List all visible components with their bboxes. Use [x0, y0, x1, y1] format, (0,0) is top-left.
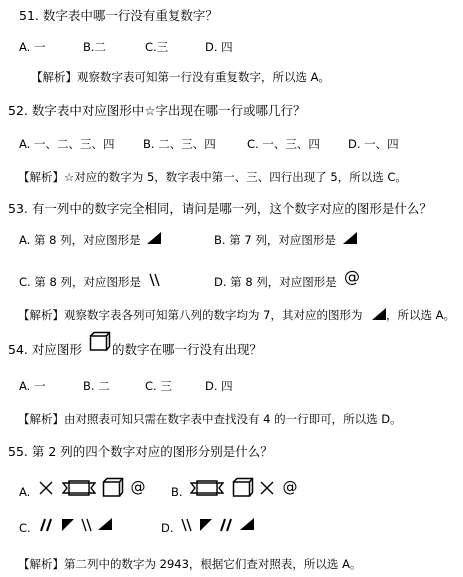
- svg-text:@: @: [344, 268, 360, 286]
- option-d: D.: [161, 521, 174, 535]
- double-slash-icon: [39, 518, 55, 532]
- question-text: 54. 对应图形: [8, 342, 82, 357]
- analysis-suffix: ，所以选 A。: [386, 308, 456, 322]
- svg-text:@: @: [130, 478, 146, 496]
- svg-text:@: @: [282, 478, 298, 496]
- option-c: C. 三: [145, 379, 172, 393]
- at-sign-icon: [129, 478, 147, 496]
- option-b: B.二: [83, 40, 107, 54]
- option-c: C. 第 8 列，对应图形是: [19, 275, 141, 289]
- analysis-text: 【解析】观察数字表可知第一行没有重复数字，所以选 A。: [31, 70, 331, 84]
- options-row: [0, 376, 463, 396]
- flag-triangle-icon: [199, 518, 213, 532]
- question-53: [0, 199, 463, 219]
- option-b: B. 二: [83, 379, 110, 393]
- option-a: A.: [19, 485, 31, 499]
- ribbon-icon: [190, 480, 224, 496]
- question-54: [0, 340, 463, 360]
- double-backslash-icon: [81, 518, 93, 532]
- question-52: [0, 101, 463, 121]
- question-text: 52. 数字表中对应图形中☆字出现在哪一行或哪几行？: [8, 103, 306, 118]
- double-backslash-icon: [149, 273, 161, 287]
- option-b: B.: [171, 485, 183, 499]
- option-c: C.: [19, 521, 31, 535]
- right-triangle-icon: [343, 232, 357, 244]
- option-b: B. 第 7 列，对应图形是: [214, 233, 336, 247]
- question-text: 53. 有一列中的数字完全相同，请问是哪一列，这个数字对应的图形是什么？: [8, 201, 432, 216]
- option-a: A. 一: [19, 40, 46, 54]
- options-row: [0, 476, 463, 502]
- at-sign-icon: [281, 478, 299, 496]
- option-d: D. 一、四: [348, 137, 399, 151]
- ribbon-icon: [62, 480, 96, 496]
- double-slash-icon: [219, 518, 235, 532]
- right-triangle-icon: [372, 308, 386, 320]
- option-d: D. 四: [205, 379, 233, 393]
- box-icon: [232, 477, 254, 499]
- flag-triangle-icon: [61, 518, 75, 532]
- double-backslash-icon: [181, 518, 193, 532]
- at-sign-icon: [343, 268, 361, 286]
- box-icon: [102, 477, 124, 499]
- analysis-text: 【解析】由对照表可知只需在数字表中查找没有 4 的一行即可，所以选 D。: [18, 412, 402, 426]
- cross-icon: [259, 480, 275, 496]
- question-55: [0, 442, 463, 462]
- option-a: A. 一、二、三、四: [19, 137, 115, 151]
- options-row: [0, 37, 463, 57]
- option-d: D. 第 8 列，对应图形是: [214, 275, 337, 289]
- analysis: [0, 167, 463, 187]
- question-suffix: 的数字在哪一行没有出现？: [112, 342, 263, 357]
- analysis: [0, 554, 463, 574]
- right-triangle-icon: [98, 518, 112, 530]
- option-a: A. 一: [19, 379, 46, 393]
- right-triangle-icon: [147, 232, 161, 244]
- option-d: D. 四: [205, 40, 233, 54]
- analysis-text: 【解析】观察数字表各列可知第八列的数字均为 7，其对应的图形为: [18, 308, 363, 322]
- options-row: [0, 230, 463, 250]
- options-row: [0, 134, 463, 154]
- analysis-text: 【解析】☆对应的数字为 5，数字表中第一、三、四行出现了 5，所以选 C。: [18, 170, 407, 184]
- option-c: C. 一、三、四: [247, 137, 320, 151]
- analysis: [0, 305, 463, 325]
- box-icon: [89, 331, 111, 353]
- analysis: [0, 67, 463, 87]
- right-triangle-icon: [240, 518, 254, 530]
- analysis: [0, 409, 463, 429]
- analysis-text: 【解析】第二列中的数字为 2943，根据它们查对照表，所以选 A。: [18, 557, 362, 571]
- options-row: [0, 268, 463, 292]
- option-a: A. 第 8 列，对应图形是: [19, 233, 141, 247]
- question-text: 55. 第 2 列的四个数字对应的图形分别是什么？: [8, 444, 273, 459]
- option-b: B. 二、三、四: [143, 137, 216, 151]
- option-c: C.三: [145, 40, 169, 54]
- cross-icon: [38, 480, 54, 496]
- question-text: 51. 数字表中哪一行没有重复数字？: [19, 8, 218, 23]
- question-51: [0, 6, 463, 26]
- options-row: [0, 514, 463, 538]
